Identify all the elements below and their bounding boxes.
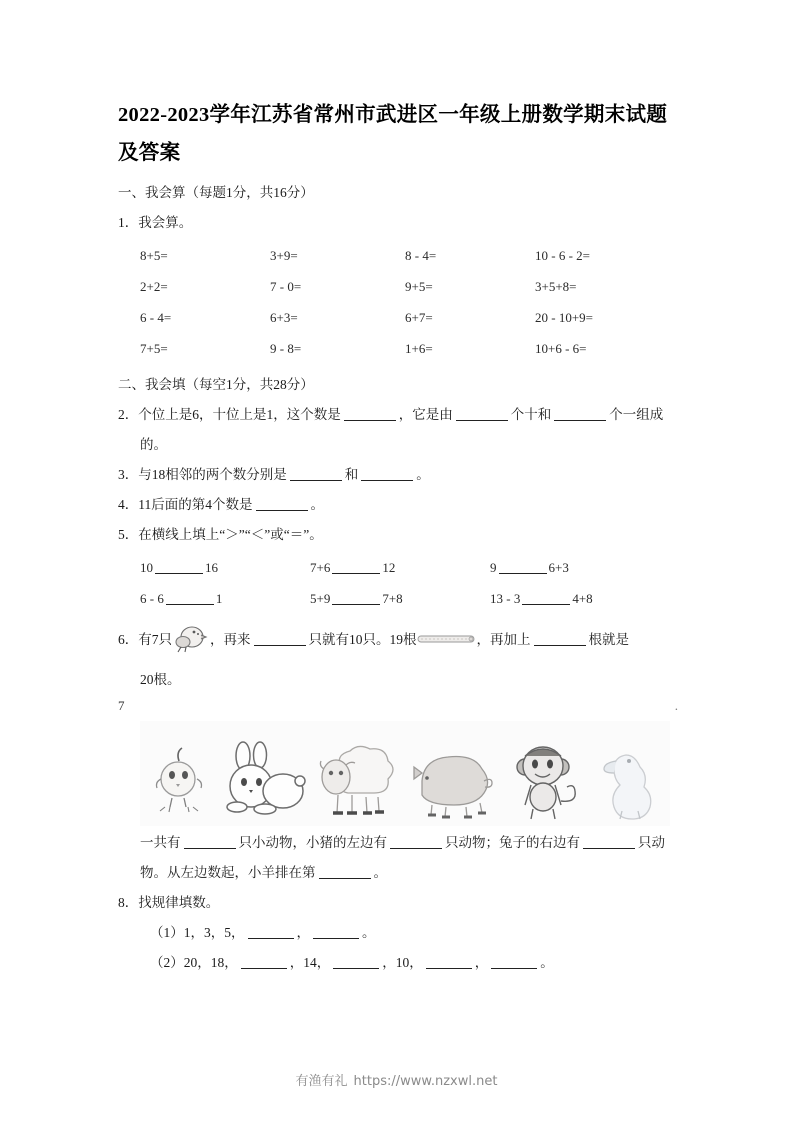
calc-item: 6+3=: [270, 310, 298, 325]
question-2-text-1: 个位上是6，十位上是1，这个数是: [138, 407, 341, 422]
item-label: （2）: [150, 955, 184, 970]
cmp-right: 4+8: [572, 591, 593, 606]
section-heading-2: 二、我会填（每空1分，共28分）: [118, 377, 314, 392]
question-3-text-3: 。: [416, 467, 430, 482]
question-8: [118, 888, 678, 918]
stick-sketch-icon: [417, 626, 477, 656]
cmp-left: 13 - 3: [490, 591, 521, 606]
rabbit-sketch-icon: [215, 741, 307, 826]
calc-item: 3+5+8=: [535, 279, 577, 294]
comparison-item: [490, 552, 670, 583]
calc-item: 8+5=: [140, 248, 168, 263]
calc-item: 20 - 10+9=: [535, 310, 593, 325]
pig-sketch-icon: [404, 741, 500, 826]
answer-blank[interactable]: [290, 480, 342, 481]
document-body: [118, 96, 678, 978]
answer-blank[interactable]: [256, 510, 308, 511]
question-6-text-5: 根就是: [588, 632, 629, 647]
section-heading-1: 一、我会算（每题1分，共16分）: [118, 185, 314, 200]
chick-sketch-icon: [148, 741, 210, 826]
animals-illustration: [140, 721, 670, 826]
answer-blank[interactable]: [254, 645, 306, 646]
question-6-text-2: ，再来: [210, 632, 251, 647]
calc-item: 2+2=: [140, 279, 168, 294]
question-8-item-2: [118, 948, 678, 978]
answer-blank[interactable]: [344, 420, 396, 421]
question-3: [118, 460, 678, 490]
cmp-left: 7+6: [310, 560, 331, 575]
answer-blank[interactable]: [313, 938, 359, 939]
question-5: [118, 520, 678, 550]
calc-item: 7+5=: [140, 341, 168, 356]
item-seq-b: ，14，: [289, 955, 331, 970]
question-7-text-5: 物。从左边数起，小羊排在第: [140, 865, 316, 880]
calc-item: 1+6=: [405, 341, 433, 356]
question-7-number: 7: [118, 698, 125, 713]
question-4: [118, 490, 678, 520]
question-7-text-6: 。: [373, 865, 387, 880]
comparison-blank[interactable]: [522, 604, 570, 605]
comparison-item: [490, 583, 670, 614]
answer-blank[interactable]: [554, 420, 606, 421]
question-6: [118, 624, 678, 665]
cmp-right: 12: [382, 560, 396, 575]
question-7-text-cont: [118, 858, 678, 888]
comparison-blank[interactable]: [332, 604, 380, 605]
question-5-number: 5．: [118, 527, 139, 542]
comparison-grid: [118, 552, 678, 614]
footer-url: https://www.nzxwl.net: [353, 1074, 498, 1089]
question-6-number: 6．: [118, 632, 139, 647]
cmp-right: 1: [215, 591, 223, 606]
chick-sketch-icon: [172, 624, 210, 665]
calc-item: 8 - 4=: [405, 248, 437, 263]
question-6-text-4: ，再加上: [476, 632, 531, 647]
question-4-number: 4．: [118, 497, 139, 512]
cmp-left: 5+9: [310, 591, 331, 606]
question-2-text-3: 个十和: [510, 407, 552, 422]
item-seq-d: ，: [474, 955, 489, 970]
question-3-number: 3．: [118, 467, 139, 482]
question-7-far-mark: .: [674, 698, 678, 713]
comparison-item: [140, 583, 310, 614]
item-label: （1）: [150, 925, 184, 940]
question-7-text-2: 只小动物，小猪的左边有: [238, 835, 387, 850]
answer-blank[interactable]: [456, 420, 508, 421]
item-sep: ，: [296, 925, 310, 940]
comparison-item: [140, 552, 310, 583]
answer-blank[interactable]: [534, 645, 586, 646]
question-2-text-4: 个一组成: [609, 407, 664, 422]
question-3-text-1: 与18相邻的两个数分别是: [138, 467, 287, 482]
answer-blank[interactable]: [319, 878, 371, 879]
question-7-text-1: 一共有: [140, 835, 181, 850]
monkey-sketch-icon: [505, 739, 591, 826]
question-6-text-1: 有7只: [138, 632, 172, 647]
question-7-text-4: 只动: [638, 835, 665, 850]
question-6-text-3: 只就有10只。19根: [308, 632, 417, 647]
item-seq-e: 。: [540, 955, 554, 970]
question-4-text-2: 。: [310, 497, 324, 512]
answer-blank[interactable]: [583, 848, 635, 849]
question-4-text-1: 11后面的第4个数是: [138, 497, 253, 512]
calc-item: 9 - 8=: [270, 341, 302, 356]
question-3-text-2: 和: [344, 467, 359, 482]
item-seq-a: 20，18，: [183, 955, 238, 970]
calc-item: 7 - 0=: [270, 279, 302, 294]
question-5-prompt: 在横线上填上“＞”“＜”或“＝”。: [138, 527, 323, 542]
answer-blank[interactable]: [390, 848, 442, 849]
comparison-item: [310, 552, 490, 583]
item-end: 。: [362, 925, 376, 940]
sheep-sketch-icon: [312, 739, 400, 826]
question-7-text: [118, 828, 678, 858]
item-sequence: 1，3，5，: [183, 925, 245, 940]
answer-blank[interactable]: [184, 848, 236, 849]
arithmetic-grid: [118, 240, 678, 364]
answer-blank[interactable]: [361, 480, 413, 481]
comparison-blank[interactable]: [166, 604, 214, 605]
question-1-number: 1．: [118, 215, 139, 230]
answer-blank[interactable]: [491, 968, 537, 969]
comparison-blank[interactable]: [332, 573, 380, 574]
calc-item: 10 - 6 - 2=: [535, 248, 590, 263]
calc-item: 6 - 4=: [140, 310, 172, 325]
cmp-right: 16: [205, 560, 218, 575]
cmp-right: 7+8: [382, 591, 403, 606]
comparison-blank[interactable]: [155, 573, 203, 574]
footer-watermark: [0, 1070, 793, 1089]
answer-blank[interactable]: [241, 968, 287, 969]
question-7-number-line: [118, 695, 678, 717]
question-2-text-2: ，它是由: [398, 407, 453, 422]
duck-sketch-icon: [596, 739, 662, 826]
cmp-right: 6+3: [548, 560, 569, 575]
calc-item: 10+6 - 6=: [535, 341, 587, 356]
cmp-left: 9: [490, 560, 497, 575]
question-1: [118, 208, 678, 238]
calc-item: 9+5=: [405, 279, 433, 294]
answer-blank[interactable]: [426, 968, 472, 969]
question-7-text-3: 只动物；兔子的右边有: [445, 835, 580, 850]
question-6-cont: 20根。: [140, 672, 181, 687]
question-1-prompt: 我会算。: [138, 215, 193, 230]
answer-blank[interactable]: [248, 938, 294, 939]
cmp-left: 10: [140, 560, 153, 575]
calc-item: 6+7=: [405, 310, 433, 325]
footer-brand: 有渔有礼: [295, 1074, 348, 1089]
question-2-number: 2．: [118, 407, 139, 422]
page-title: 2022-2023学年江苏省常州市武进区一年级上册数学期末试题及答案: [118, 104, 668, 164]
question-2: [118, 400, 678, 430]
calc-item: 3+9=: [270, 248, 298, 263]
comparison-item: [310, 583, 490, 614]
comparison-blank[interactable]: [499, 573, 547, 574]
question-8-number: 8．: [118, 895, 139, 910]
question-8-prompt: 找规律填数。: [138, 895, 220, 910]
question-2-cont: 的。: [140, 437, 167, 452]
cmp-left: 6 - 6: [140, 591, 164, 606]
answer-blank[interactable]: [333, 968, 379, 969]
item-seq-c: ，10，: [382, 955, 423, 970]
question-8-item-1: [118, 918, 678, 948]
